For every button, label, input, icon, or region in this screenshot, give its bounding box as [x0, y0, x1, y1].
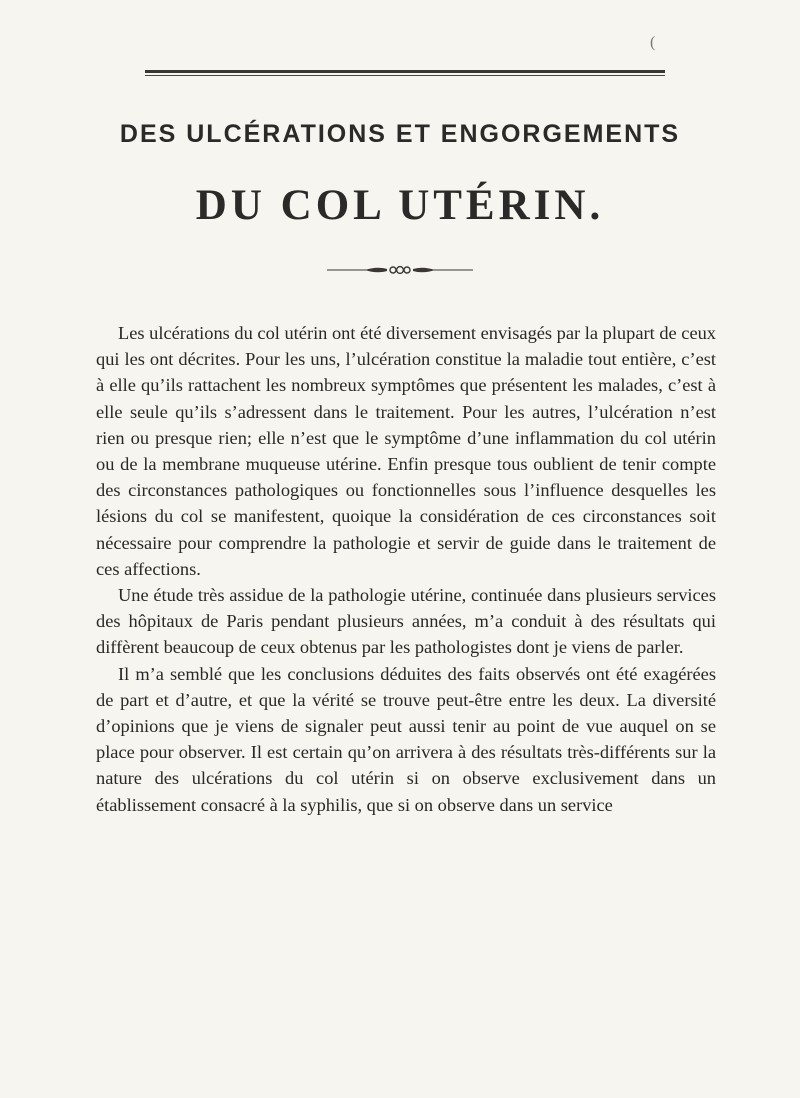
- paragraph: Les ulcérations du col utérin ont été diversement envisagés par la plupart de ceux qui les ont décrites. Pour les uns, l’ulcération constitue la maladie tout entière, c’est à elle qu’ils rattachent les nombreux symptômes que présentent les malades, c’est à elle seule qu’ils s’adressent dans le traitement. Pour les autres, l’ulcération n’est rien ou presque rien; elle n’est que le symptôme d’une inflammation du col utérin ou de la membrane muqueuse utérine. Enfin presque tous oublient de tenir compte des circonstances pathologiques ou fonctionnelles sous l’influence desquelles les lésions du col se manifestent, quoique la considération de ces circonstances soit nécessaire pour comprendre la pathologie et servir de guide dans le traitement de ces affections.: [96, 323, 716, 579]
- top-rule-thin: [145, 75, 665, 76]
- chapter-title-line-1: DES ULCÉRATIONS ET ENGORGEMENTS: [119, 120, 681, 148]
- chapter-title-line-2: DU COL UTÉRIN.: [195, 182, 605, 229]
- corner-mark: (: [650, 34, 656, 51]
- ornament-divider-icon: [325, 261, 475, 277]
- paragraph: Il m’a semblé que les conclusions déduites des faits observés ont été exagérées de part et d’autre, et que la vérité se trouve peut-être entre les deux. La diversité d’opinions que je viens de signaler peut aussi tenir au point de vue auquel on se place pour observer. Il est certain qu’on arrivera à des résultats très-différents sur la nature des ulcérations du col utérin si on observe exclusivement dans un établissement consacré à la syphilis, que si on observe dans un service: [96, 663, 716, 815]
- top-rule: [145, 70, 665, 73]
- paragraph: Une étude très assidue de la pathologie utérine, continuée dans plusieurs services des hôpitaux de Paris pendant plusieurs années, m’a conduit à des résultats qui diffèrent beaucoup de ceux obtenus par les pathologistes dont je viens de parler.: [96, 585, 716, 658]
- body-text: [96, 320, 716, 818]
